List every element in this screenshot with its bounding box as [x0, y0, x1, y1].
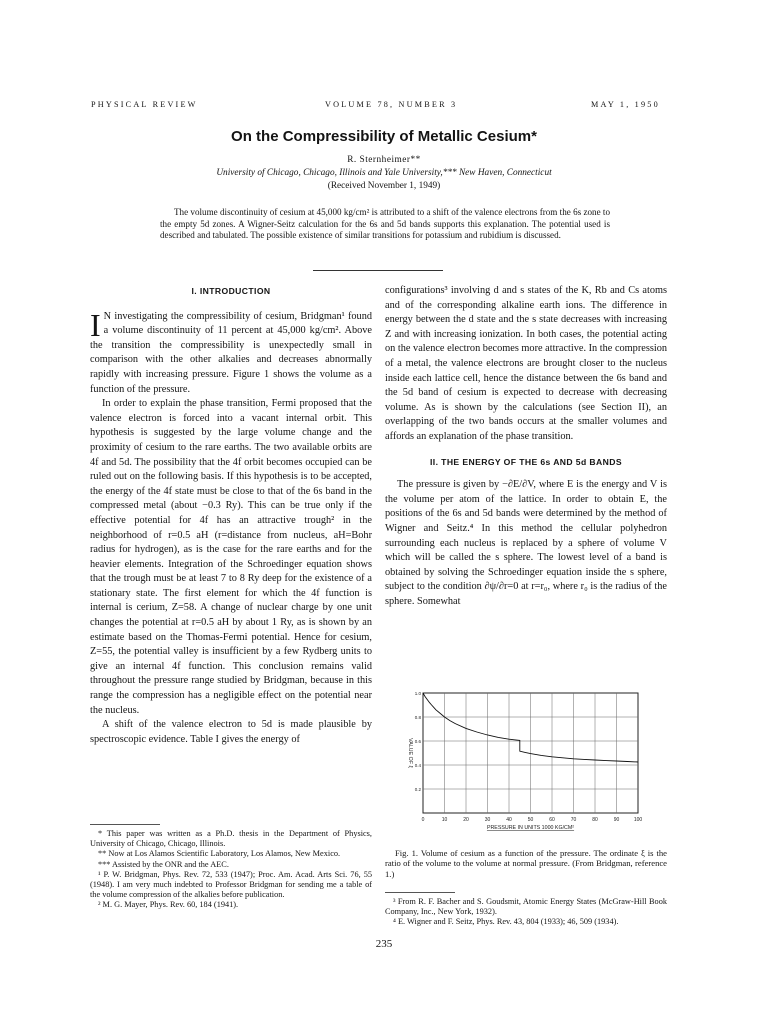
section-heading-introduction: I. INTRODUCTION: [191, 286, 271, 296]
right-column: [385, 284, 667, 609]
y-tick-label: 0.8: [414, 715, 421, 720]
affiliation: University of Chicago, Chicago, Illinois and Yale University,*** New Haven, Connecticut: [216, 168, 552, 178]
y-axis-label: VALUE OF ξ: [407, 738, 413, 768]
x-tick-label: 20: [463, 817, 469, 823]
footnote: ³ From R. F. Bacher and S. Goudsmit, Atomic Energy States (McGraw-Hill Book Company, Inc., New York, 1932).: [385, 897, 667, 917]
intro-paragraph-2: In order to explain the phase transition, Fermi proposed that the valence electron is forced into a vacant internal orbit. This hypothesis is suggested by the large volume change and the proximity of cesium to the rare earths. The two available orbits are 4f and 5d. The possibility that the 4f orbit becomes occupied can be ruled out on the following basis. If this hypothesis is to be accepted, the energy of the 4f state must be close to that of the 6s band in the compressed metal (about −0.3 Ry). This can be true only if the effective potential for 4f has an attractive trough² in the neighborhood of r=0.5 aH (r=distance from nucleus, aH=Bohr radius for hydrogen), as is the case for the rare earths and for the heavier elements. Integration of the Schroedinger equation shows that the trough must be at least 7 to 8 Ry deep for the existence of a stationary state. The first element for which the 4f function is internal is cerium, Z=58. A change of nuclear charge by one unit changes the potential at r=0.5 aH by about 1 Ry, as is shown by an estimate based on the Thomas-Fermi potential. Hence for cesium, Z=55, the potential valley is insufficient by a few Rydberg units to give an internal 4f function. This conclusion remains valid throughout the pressure range studied by Bridgman, because in this range the compression has a negligible effect on the potential near the nucleus.: [90, 398, 372, 716]
x-tick-label: 80: [592, 817, 598, 823]
x-tick-label: 70: [570, 817, 577, 823]
intro-paragraph-1: [90, 306, 372, 398]
x-tick-label: 10: [441, 817, 448, 823]
footnote: * This paper was written as a Ph.D. thesis in the Department of Physics, University of Chicago, Chicago, Illinois.: [90, 829, 372, 849]
x-tick-label: 0: [421, 817, 425, 823]
footnote: ** Now at Los Alamos Scientific Laboratory, Los Alamos, New Mexico.: [98, 849, 341, 859]
left-column: [90, 284, 372, 747]
issue-date: MAY 1, 1950: [591, 100, 660, 109]
paper-title: On the Compressibility of Metallic Cesium*: [231, 128, 537, 145]
abstract: The volume discontinuity of cesium at 45,000 kg/cm² is attributed to a shift of the valence electrons from the 6s zone to the empty 5d zones. A Wigner-Seitz calculation for the 6s and 5d bands supports this explanation. The potential used is described and tabulated. The possible existence of similar transitions for potassium and rubidium is discussed.: [160, 207, 610, 240]
footnote: *** Assisted by the ONR and the AEC.: [98, 859, 229, 869]
journal-name: PHYSICAL REVIEW: [91, 100, 198, 109]
body-paragraph: The pressure is given by −∂E/∂V, where E is the energy and V is the volume per atom of the lattice. In order to obtain E, the positions of the 6s and 5d bands were determined by the method of Wigner and Seitz.⁴ In this method the cellular polyhedron surrounding each nucleus is replaced by a sphere of volume V which will be called the s sphere. The lowest level of a band is obtained by solving the Schroedinger equation inside the s sphere, subject to the condition ∂ψ/∂r=0 at r=r₀, where r₀ is the radius of the sphere. Somewhat: [385, 479, 667, 607]
footnote: ¹ P. W. Bridgman, Phys. Rev. 72, 533 (1947); Proc. Am. Acad. Arts Sci. 76, 55 (1948). I am very much indebted to Professor Bridgman for sending me a table of the volume compression of the alkalies before publication.: [90, 869, 372, 900]
x-tick-label: 50: [527, 817, 534, 823]
right-footnotes: [385, 892, 667, 928]
x-axis-label: PRESSURE IN UNITS 1000 KG/CM²: [486, 825, 575, 831]
y-tick-label: 0.6: [414, 739, 421, 744]
x-tick-label: 100: [633, 817, 643, 823]
footnote-rule: [90, 824, 160, 825]
figure-1-chart: [385, 685, 667, 840]
x-tick-label: 90: [613, 817, 620, 823]
x-tick-label: 40: [506, 817, 512, 823]
title-divider: [313, 270, 443, 271]
y-tick-label: 1.0: [414, 691, 421, 696]
footnote: ² M. G. Mayer, Phys. Rev. 60, 184 (1941).: [98, 900, 239, 910]
y-tick-label: 0.4: [414, 763, 421, 768]
received-date: (Received November 1, 1949): [327, 181, 441, 191]
intro-paragraph-1-text: N investigating the compressibility of cesium, Bridgman¹ found a volume discontinuity of 11 percent at 45,000 kg/cm². Above the transition the compressibility is unexpectedly small in comparison with the other alkalies and decreases abnormally rapidly with increasing pressure. Figure 1 shows the volume as a function of the pressure.: [90, 310, 372, 395]
left-footnotes: [90, 824, 372, 911]
x-tick-label: 30: [484, 817, 491, 823]
author: R. Sternheimer**: [347, 155, 421, 165]
figure-1-caption: Fig. 1. Volume of cesium as a function of the pressure. The ordinate ξ is the ratio of the volume to the volume at normal pressure. (From Bridgman, reference 1.): [385, 848, 667, 879]
page-number: 235: [375, 938, 393, 950]
y-tick-label: 0.2: [414, 787, 421, 792]
footnote-rule: [385, 892, 455, 893]
section-heading-bands: II. THE ENERGY OF THE 6s AND 5d BANDS: [430, 456, 622, 467]
body-paragraph: configurations³ involving d and s states of the K, Rb and Cs atoms and of the corresponding alkaline earth ions. The difference in energy between the d state and the s state decreases with increasing Z and with increasing ionization. In both cases, the potential acting on the valence electron becomes more attractive. In the compression of a metal, the valence electrons are brought closer to the nucleus inside each lattice cell, hence the distance between the 6s band and the 5d band of cesium is expected to decrease with decreasing volume. As is shown by the calculations (see Section II), an overlapping of the two bands occurs at the smaller volumes and affords an explanation of the phase transition.: [385, 285, 667, 442]
footnote: ⁴ E. Wigner and F. Seitz, Phys. Rev. 43, 804 (1933); 46, 509 (1934).: [393, 917, 619, 927]
volume-number: VOLUME 78, NUMBER 3: [325, 100, 458, 109]
x-tick-label: 60: [549, 817, 555, 823]
intro-paragraph-3: A shift of the valence electron to 5d is made plausible by spectroscopic evidence. Table I gives the energy of: [90, 719, 372, 745]
drop-cap: I: [90, 306, 101, 343]
